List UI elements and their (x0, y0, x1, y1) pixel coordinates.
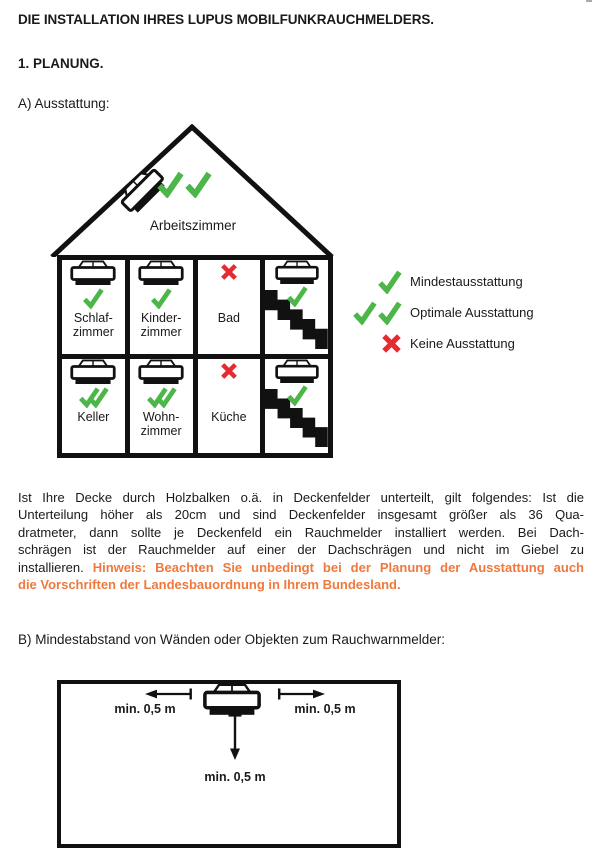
house-equipment-diagram (0, 120, 600, 482)
double-check-icon (146, 386, 177, 408)
body-text: Unterteilung höher als 20cm und sind Deckenfelder insgesamt größer als 36 Qua- (18, 507, 584, 523)
legend-label: Keine Ausstattung (410, 336, 515, 351)
room-label: Küche (211, 410, 247, 424)
room-küche (198, 359, 261, 453)
info-paragraph (18, 489, 584, 593)
cross-icon (220, 263, 238, 281)
paragraph-line (18, 489, 584, 506)
document-title: DIE INSTALLATION IHRES LUPUS MOBILFUNKRAUCHMELDERS. (18, 12, 434, 27)
legend-item (352, 297, 534, 328)
double-check-icon (78, 386, 109, 408)
hint-text: Hinweis: Beachten Sie unbedingt bei der Planung der Ausstattung auch (92, 559, 584, 575)
minimum-distance-diagram (57, 680, 401, 848)
room-label: Wohn- zimmer (140, 410, 182, 438)
legend (352, 266, 534, 359)
body-text: schrägen ist der Rauchmelder auf einer der Dachschrägen und nicht im Giebel zu (18, 542, 584, 558)
cross-icon (220, 362, 238, 380)
paragraph-line (18, 524, 584, 541)
hint-text: die Vorschriften der Landesbauordnung in Ihrem Bundesland. (18, 576, 401, 592)
room-wohn (130, 359, 193, 453)
legend-label: Optimale Ausstattung (410, 305, 534, 320)
distance-label-bottom: min. 0,5 m (204, 770, 266, 784)
room-label-arbeitszimmer: Arbeitszimmer (149, 218, 237, 233)
room-label: Keller (77, 410, 110, 424)
subsection-a-label: A) Ausstattung: (18, 96, 110, 111)
distance-label-left: min. 0,5 m (114, 702, 176, 716)
body-text: installieren. (18, 559, 93, 575)
distance-label-right: min. 0,5 m (294, 702, 356, 716)
room-label: Schlaf- zimmer (72, 311, 114, 339)
distance-arrow-left-icon (145, 688, 193, 700)
check-icon (286, 384, 308, 411)
smoke-detector-icon (137, 260, 185, 286)
room-label: Bad (217, 311, 240, 325)
legend-label: Mindestausstattung (410, 274, 523, 289)
room-keller (62, 359, 125, 453)
section-1-heading: 1. PLANUNG. (18, 56, 104, 71)
room-staircase (265, 260, 328, 354)
house-body (57, 255, 333, 458)
smoke-detector-icon (69, 359, 117, 385)
check-icon (352, 269, 410, 294)
smoke-detector-icon (274, 260, 320, 285)
double-check-icon (352, 300, 410, 325)
room-kinder (130, 260, 193, 354)
check-icon (150, 287, 172, 309)
paragraph-line (18, 506, 584, 523)
legend-item (352, 328, 534, 359)
paragraph-line (18, 576, 584, 593)
distance-arrow-down-icon (228, 714, 242, 760)
cross-icon (352, 333, 410, 354)
body-text: dratmeter, dann sollte je Deckenfeld ein Rauchmelder installiert werden. Bei Dach- (18, 524, 584, 540)
legend-item (352, 266, 534, 297)
paragraph-line (18, 541, 584, 558)
distance-arrow-right-icon (277, 688, 325, 700)
attic-double-check-icon (156, 170, 212, 203)
smoke-detector-icon (69, 260, 117, 286)
paragraph-line (18, 559, 584, 576)
check-icon (286, 285, 308, 312)
body-text: Ist Ihre Decke durch Holzbalken o.ä. in Deckenfelder unterteilt, gilt folgendes: Ist die (18, 490, 584, 505)
room-staircase (265, 359, 328, 453)
scan-artifact (586, 0, 592, 2)
smoke-detector-icon (274, 359, 320, 384)
smoke-detector-icon (137, 359, 185, 385)
room-label: Kinder- zimmer (140, 311, 182, 339)
subsection-b-label: B) Mindestabstand von Wänden oder Objekten zum Rauchwarnmelder: (18, 632, 445, 647)
check-icon (82, 287, 104, 309)
smoke-detector-icon (201, 683, 263, 716)
room-bad (198, 260, 261, 354)
room-schlaf (62, 260, 125, 354)
